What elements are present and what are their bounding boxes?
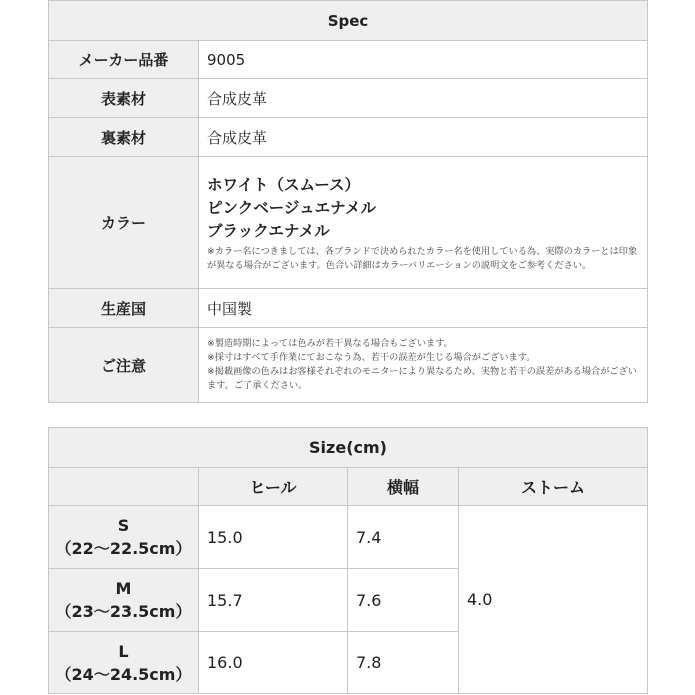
color-note: ※カラー名につきましては、各ブランドで決められたカラー名を使用している為、実際のカラーとは印象が異なる場合がございます。色合い詳細はカラーバリエーションの説明文をご参考ください。 xyxy=(207,246,638,271)
size-corner-cell xyxy=(49,468,199,506)
spec-row-caution xyxy=(49,328,648,403)
size-l-width: 7.8 xyxy=(348,632,459,694)
caution-line-2: ※採寸はすべて手作業にておこなう為、若干の誤差が生じる場合がございます。 xyxy=(207,352,536,363)
outer-material-value: 合成皮革 xyxy=(199,79,648,118)
origin-label: 生産国 xyxy=(49,289,199,328)
size-m-width: 7.6 xyxy=(348,569,459,632)
spec-table xyxy=(48,0,648,403)
outer-material-label: 表素材 xyxy=(49,79,199,118)
spec-row-color xyxy=(49,157,648,289)
caution-line-1: ※製造時期によっては色みが若干異なる場合もございます。 xyxy=(207,338,453,349)
maker-number-label: メーカー品番 xyxy=(49,41,199,79)
spec-row-origin xyxy=(49,289,648,328)
size-l-label xyxy=(49,632,199,694)
origin-value: 中国製 xyxy=(199,289,648,328)
heel-column-header: ヒール xyxy=(199,468,348,506)
storm-column-header: ストーム xyxy=(459,468,648,506)
size-m-name: M xyxy=(115,579,132,598)
size-l-range: （24〜24.5cm） xyxy=(55,664,192,684)
size-title: Size(cm) xyxy=(49,428,648,468)
color-option-black: ブラックエナメル xyxy=(207,222,330,240)
color-option-pink-beige: ピンクベージュエナメル xyxy=(207,199,376,217)
size-m-heel: 15.7 xyxy=(199,569,348,632)
caution-line-3: ※掲載画像の色みはお客様それぞれのモニターにより異なるため、実物と若干の誤差がある場合がございます。ご了承ください。 xyxy=(207,366,637,391)
size-l-name: L xyxy=(118,641,129,661)
size-s-heel: 15.0 xyxy=(199,506,348,569)
color-option-white: ホワイト（スムース） xyxy=(207,176,360,194)
size-table xyxy=(48,427,648,694)
caution-value xyxy=(199,328,648,403)
storm-value: 4.0 xyxy=(459,506,648,694)
size-s-width: 7.4 xyxy=(348,506,459,569)
size-row-s xyxy=(49,506,648,569)
color-value xyxy=(199,157,648,289)
maker-number-value: 9005 xyxy=(199,41,648,79)
width-column-header: 横幅 xyxy=(348,468,459,506)
size-s-label xyxy=(49,506,199,569)
spec-title: Spec xyxy=(49,1,648,41)
size-l-heel: 16.0 xyxy=(199,632,348,694)
size-s-range: （22〜22.5cm） xyxy=(55,539,192,558)
size-header-row xyxy=(49,468,648,506)
caution-label: ご注意 xyxy=(49,328,199,403)
spec-row-maker-number xyxy=(49,41,648,79)
inner-material-label: 裏素材 xyxy=(49,118,199,157)
color-label: カラー xyxy=(49,157,199,289)
size-m-range: （23〜23.5cm） xyxy=(55,602,192,621)
spec-row-inner-material xyxy=(49,118,648,157)
inner-material-value: 合成皮革 xyxy=(199,118,648,157)
size-m-label xyxy=(49,569,199,632)
size-s-name: S xyxy=(117,516,130,535)
spec-row-outer-material xyxy=(49,79,648,118)
